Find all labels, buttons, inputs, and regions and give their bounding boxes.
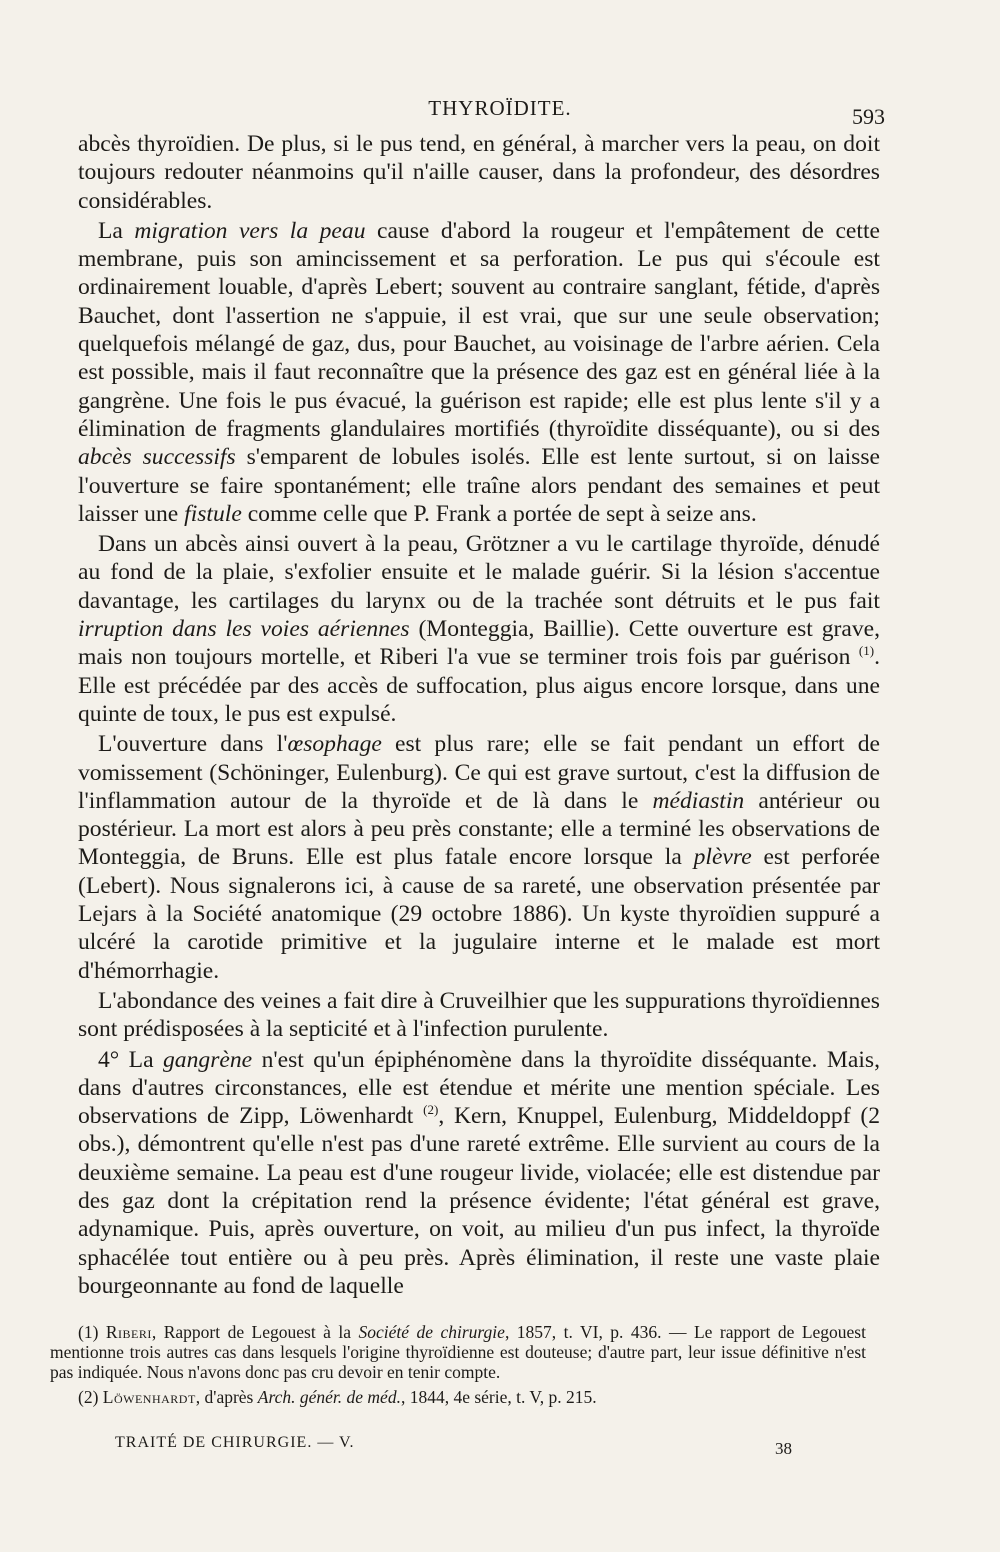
italic-text: fistule [184, 500, 242, 527]
text-run: , Kern, Knuppel, Eulenburg, Middeldoppf (2 obs.), démontrent qu'elle n'est pas d'une rareté extrême. Elle survient au cours de la deuxième semaine. La peau est d'une rougeur livide, violacée; elle est distendue par des gaz dont la crépitation rend la présence évidente; l'état général est grave, adynamique. Puis, après ouverture, on voit, au milieu d'un pus infect, la thyroïde sphacélée tout entière ou à peu près. Après élimination, il reste une vaste plaie bourgeonnante au fond de laquelle [78, 1103, 881, 1299]
paragraph [78, 130, 880, 215]
text-run: Dans un abcès ainsi ouvert à la peau, Grötzner a vu le cartilage thyroïde, dénudé au fond de la plaie, s'exfolier ensuite et le malade guérir. Si la lésion s'accentue davantage, les cartilages du larynx ou de la trachée sont détruits et le pus fait [78, 531, 880, 614]
italic-text: irruption dans les voies aériennes [78, 616, 410, 643]
text-run: cause d'abord la rougeur et l'empâtement de cette membrane, puis son amincissement et sa perforation. Le pus qui s'écoule est ordinairement louable, d'après Lebert; souvent au contraire sanglant, fétide, d'après Bauchet, dont l'assertion ne s'appuie, il est vrai, que sur une seule observation; quelquefois mélangé de gaz, dus, pour Bauchet, au voisinage de l'arbre aérien. Cela est possible, mais il faut reconnaître que la présence des gaz est en général liée à la gangrène. Une fois le pus évacué, la guérison est rapide; elle est plus lente s'il y a élimination de fragments glandulaires mortifiés (thyroïdite disséquante), ou si des [78, 217, 880, 442]
text-run: (1) [78, 1322, 106, 1342]
text-run: comme celle que P. Frank a portée de sept à seize ans. [241, 500, 757, 527]
text-run: L'ouverture dans l' [98, 731, 288, 758]
text-run: est plus rare; elle se fait pendant un effort de vomissement (Schöninger, Eulenburg). Ce qui est grave surtout, c'est la diffusion de l'inflammation autour de la thyroïde et de là dans le [78, 731, 880, 814]
italic-text: plèvre [693, 844, 752, 871]
italic-text: œsophage [287, 731, 382, 758]
footnotes [50, 1322, 866, 1407]
text-run: abcès thyroïdien. De plus, si le pus tend, en général, à marcher vers la peau, on doit toujours redouter néanmoins qu'il n'aille causer, dans la profondeur, des désordres considérables. [78, 131, 880, 214]
footnote-reference: (2) [423, 1102, 439, 1118]
text-run: n'est qu'un épiphénomène dans la thyroïdite disséquante. Mais, dans d'autres circonstances, elle est étendue et mérite une mention spéciale. Les observations de Zipp, Löwenhardt [78, 1046, 880, 1130]
italic-text: médiastin [652, 787, 745, 814]
italic-text: Arch. génér. de méd. [257, 1387, 401, 1407]
text-run: La [98, 217, 135, 244]
text-run: 4° La [98, 1046, 163, 1073]
italic-text: abcès successifs [78, 444, 236, 471]
author-name: Löwenhardt [102, 1387, 196, 1407]
text-run: (Monteggia, Baillie). Cette ouverture est grave, mais non toujours mortelle, et Riberi l'a vue se terminer trois fois par guérison [78, 616, 881, 671]
text-run: . Elle est précédée par des accès de suffocation, plus aigus encore lorsque, dans une quinte de toux, le pus est expulsé. [78, 644, 880, 727]
paragraph [78, 1046, 880, 1301]
paragraph [78, 530, 880, 728]
paragraph [78, 987, 880, 1044]
text-run: antérieur ou postérieur. La mort est alors à peu près constante; elle a terminé les observations de Monteggia, de Bruns. Elle est plus fatale encore lorsque la [78, 787, 880, 871]
footnote [50, 1322, 866, 1382]
italic-text: migration vers la peau [134, 217, 366, 244]
footnote-reference: (1) [858, 643, 875, 659]
text-run: , 1844, 4e série, t. V, p. 215. [400, 1387, 597, 1407]
text-run: est perforée (Lebert). Nous signalerons ici, à cause de sa rareté, une observation présentée par Lejars à la Société anatomique (29 octobre 1886). Un kyste thyroïdien suppuré a ulcéré la carotide primitive et la jugulaire interne et le malade est mort d'hémorrhagie. [78, 844, 880, 984]
footnote [50, 1387, 866, 1407]
body-text [78, 130, 880, 1300]
text-run: , d'après [195, 1387, 258, 1407]
text-run: , 1857, t. VI, p. 436. — Le rapport de Legouest mentionne trois autres cas dans lesquels l'origine thyroïdienne est douteuse; d'autre part, leur issue définitive n'est pas indiquée. Nous n'avons donc pas cru devoir en tenir compte. [50, 1322, 866, 1382]
text-run: , Rapport de Legouest à la [151, 1322, 359, 1342]
paragraph [78, 217, 880, 528]
text-run: (2) [78, 1387, 103, 1407]
author-name: Riberi [105, 1322, 152, 1342]
italic-text: gangrène [163, 1046, 253, 1073]
text-run: L'abondance des veines a fait dire à Cruveilhier que les suppurations thyroïdiennes sont prédisposées à la septicité et à l'infection purulente. [78, 987, 880, 1043]
footer-book-title: TRAITÉ DE CHIRURGIE. — V. [115, 1434, 355, 1451]
text-run: s'emparent de lobules isolés. Elle est lente surtout, si on laisse l'ouverture se faire spontanément; elle traîne alors pendant des semaines et peut laisser une [78, 444, 880, 527]
italic-text: Société de chirurgie [358, 1322, 505, 1342]
paragraph [78, 730, 880, 985]
page-number: 593 [852, 104, 885, 129]
running-header: THYROÏDITE. [428, 96, 572, 120]
signature-mark: 38 [775, 1439, 792, 1458]
